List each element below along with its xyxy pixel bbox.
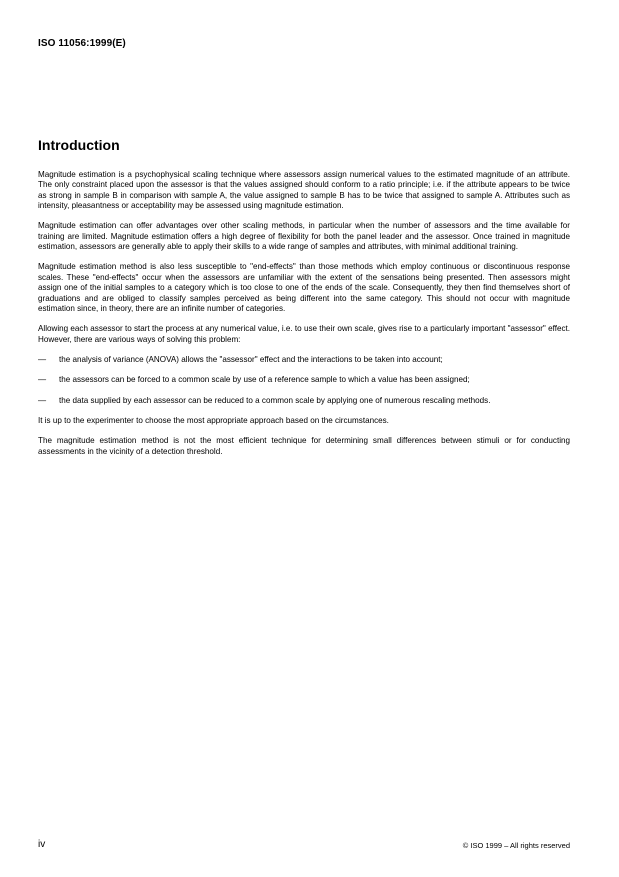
paragraph: It is up to the experimenter to choose the most appropriate approach based on the circumstances. — [38, 416, 389, 426]
page-title: Introduction — [38, 137, 120, 153]
paragraph: Magnitude estimation can offer advantages over other scaling methods, in particular when the number of assessors and the time available for training are limited. Magnitude estimation offers a high degree of flexibility for both the panel leader and the assessor. Once trained in magnitude estimation, assessors are generally able to apply their skills to a wide range of samples and attributes, with minimal additional training. — [38, 221, 570, 252]
list-item-text: the assessors can be forced to a common scale by use of a reference sample to which a value has been assigned; — [59, 375, 470, 385]
list-item-text: the data supplied by each assessor can be reduced to a common scale by applying one of numerous rescaling methods. — [59, 395, 491, 405]
document-id: ISO 11056:1999(E) — [38, 38, 126, 49]
paragraph: Allowing each assessor to start the process at any numerical value, i.e. to use their own scale, gives rise to a particularly important "assessor" effect. However, there are various ways of solving this problem: — [38, 324, 570, 344]
paragraph: Magnitude estimation method is also less susceptible to "end-effects" than those methods which employ continuous or discontinuous response scales. These "end-effects" occur when the assessors are unfamiliar with the extent of the sensations being presented. Then assessors might assign one of the initial samples to a category which is too close to one of the ends of the scale. Consequently, they then find themselves short of graduations and are obliged to classify samples perceived as being different into the same category. This should not occur with magnitude estimation since, in theory, there are an infinite number of categories. — [38, 262, 570, 314]
solutions-list — [38, 355, 570, 406]
paragraph: The magnitude estimation method is not the most efficient technique for determining small differences between stimuli or for conducting assessments in the vicinity of a detection threshold. — [38, 436, 570, 456]
paragraph: Magnitude estimation is a psychophysical scaling technique where assessors assign numerical values to the estimated magnitude of an attribute. The only constraint placed upon the assessor is that the values assigned should conform to a ratio principle; i.e. if the attribute appears to be twice as strong in sample B in comparison with sample A, the value assigned to sample B has to be twice that assigned to sample A. Attributes such as intensity, pleasantness or acceptability may be assessed using magnitude estimation. — [38, 170, 570, 211]
dash-marker: — — [38, 354, 47, 364]
dash-marker: — — [38, 375, 47, 385]
list-item — [38, 355, 570, 365]
list-item — [38, 396, 570, 406]
list-item-text: the analysis of variance (ANOVA) allows the "assessor" effect and the interactions to be taken into account; — [59, 354, 443, 364]
page-number: iv — [38, 839, 46, 850]
introduction-body — [38, 170, 570, 467]
dash-marker: — — [38, 395, 47, 405]
copyright-notice: © ISO 1999 – All rights reserved — [462, 841, 570, 850]
list-item — [38, 375, 570, 385]
